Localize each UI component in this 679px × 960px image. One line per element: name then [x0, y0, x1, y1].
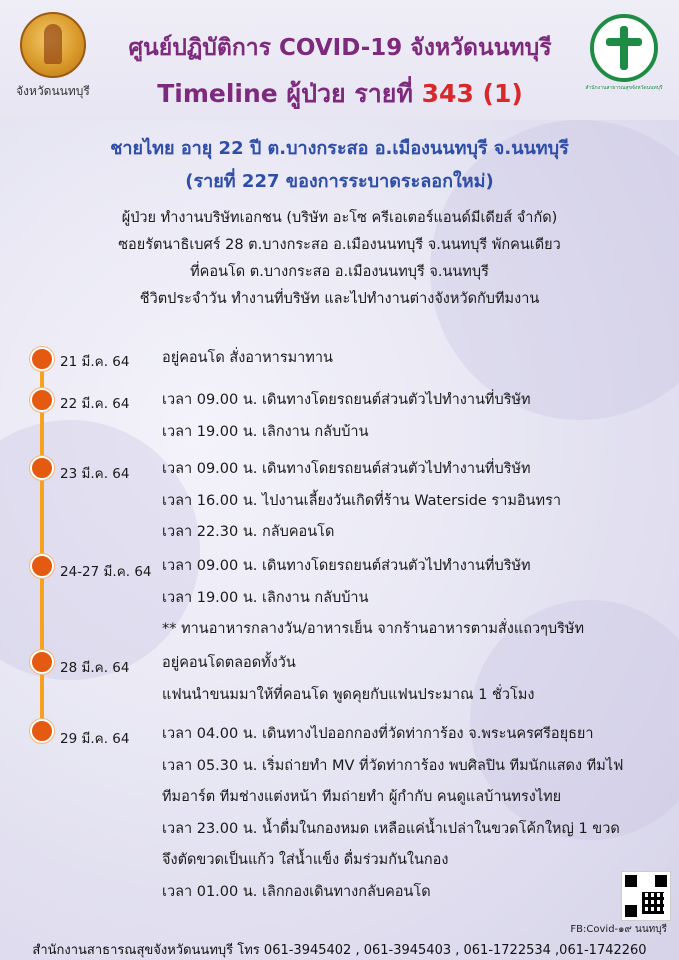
- timeline-line-text: ทีมอาร์ต ทีมช่างแต่งหน้า ทีมถ่ายทำ ผู้กำกับ คนดูแลบ้านทรงไทย: [162, 789, 562, 805]
- timeline-line-text: เวลา 04.00 น. เดินทางไปออกกองที่วัดท่าการ้อง จ.พระนครศรีอยุธยา: [162, 726, 594, 742]
- case-number: 343 (1): [421, 79, 523, 108]
- timeline-line-text: อยู่คอนโด สั่งอาหารมาทาน: [162, 350, 333, 366]
- timeline-entry: [162, 454, 561, 549]
- timeline-line-text: เวลา 16.00 น. ไปงานเลี้ยงวันเกิดที่ร้าน Waterside รามอินทรา: [162, 492, 562, 509]
- province-logo: [14, 12, 92, 108]
- timeline-line-text: เวลา 01.00 น. เลิกกองเดินทางกลับคอนโด: [162, 883, 431, 900]
- timeline-line-text: เวลา 23.00 น. น้ำดื่มในกองหมด เหลือแค่น้ำเปล่าในขวดโค้กใหญ่ 1 ขวด: [162, 820, 620, 837]
- patient-summary: ชายไทย อายุ 22 ปี ต.บางกระสอ อ.เมืองนนทบุรี จ.นนทบุรี: [110, 138, 569, 159]
- timeline-date: 28 มี.ค. 64: [60, 660, 130, 676]
- public-health-logo: [581, 14, 667, 106]
- timeline-dot: [30, 719, 54, 743]
- timeline-line-text: เวลา 09.00 น. เดินทางโดยรถยนต์ส่วนตัวไปทำงานที่บริษัท: [162, 461, 531, 477]
- wave-note: (รายที่ 227 ของการระบาดระลอกใหม่): [185, 171, 494, 192]
- timeline-entry: [162, 719, 623, 908]
- timeline-entry: [162, 385, 531, 448]
- public-health-logo-caption: สำนักงานสาธารณสุขจังหวัดนนทบุรี: [585, 85, 663, 91]
- timeline-date: 22 มี.ค. 64: [60, 396, 130, 412]
- timeline-line-text: เวลา 05.30 น. เริ่มถ่ายทำ MV ที่วัดท่าการ้อง พบศิลปิน ทีมนักแสดง ทีมไฟ: [162, 757, 624, 774]
- timeline-dot: [30, 650, 54, 674]
- public-health-seal-icon: [590, 14, 658, 82]
- timeline-line-text: เวลา 19.00 น. เลิกงาน กลับบ้าน: [162, 589, 369, 606]
- timeline-line-text: จึงตัดขวดเป็นแก้ว ใส่น้ำแข็ง ดื่มร่วมกันในกอง: [162, 852, 449, 868]
- page-title: ศูนย์ปฏิบัติการ COVID-19 จังหวัดนนทบุรี: [128, 35, 552, 61]
- detail-line: ซอยรัตนาธิเบศร์ 28 ต.บางกระสอ อ.เมืองนนทบุรี จ.นนทบุรี พักคนเดียว: [118, 237, 561, 253]
- province-logo-caption: จังหวัดนนทบุรี: [16, 84, 90, 98]
- timeline-line-text: ** ทานอาหารกลางวัน/อาหารเย็น จากร้านอาหารตามสั่งแถวๆบริษัท: [162, 621, 585, 637]
- facebook-label: FB:Covid-๑๙ นนทบุรี: [570, 924, 667, 935]
- timeline-entry: [162, 551, 584, 646]
- detail-line: ที่คอนโด ต.บางกระสอ อ.เมืองนนทบุรี จ.นนทบุรี: [190, 264, 489, 280]
- qr-code: [621, 871, 671, 921]
- timeline-entry: [162, 648, 534, 711]
- timeline-dot: [30, 456, 54, 480]
- province-seal-icon: [20, 12, 86, 78]
- timeline-entry: [162, 343, 333, 375]
- timeline-line-text: เวลา 22.30 น. กลับคอนโด: [162, 524, 335, 540]
- timeline-dot: [30, 554, 54, 578]
- timeline-date: 24-27 มี.ค. 64: [60, 564, 152, 580]
- timeline-line: [40, 358, 44, 738]
- timeline-line-text: แฟนนำขนมมาให้ที่คอนโด พูดคุยกับแฟนประมาณ 1 ชั่วโมง: [162, 686, 535, 703]
- page-subtitle: [100, 74, 580, 114]
- detail-line: ชีวิตประจำวัน ทำงานที่บริษัท และไปทำงานต่างจังหวัดกับทีมงาน: [139, 291, 540, 307]
- patient-details: [0, 205, 679, 313]
- timeline-dot: [30, 388, 54, 412]
- timeline-date: 21 มี.ค. 64: [60, 354, 130, 370]
- detail-line: ผู้ป่วย ทำงานบริษัทเอกชน (บริษัท อะโซ ครีเอเตอร์แอนด์มีเดียส์ จำกัด): [121, 210, 558, 226]
- timeline-date: 23 มี.ค. 64: [60, 466, 130, 482]
- footer-contact: สำนักงานสาธารณสุขจังหวัดนนทบุรี โทร 061-3945402 , 061-3945403 , 061-1722534 ,061-1742260: [32, 943, 647, 958]
- timeline-dot: [30, 347, 54, 371]
- timeline-line-text: เวลา 19.00 น. เลิกงาน กลับบ้าน: [162, 423, 369, 440]
- subtitle-prefix: Timeline ผู้ป่วย รายที่: [157, 79, 413, 108]
- timeline-line-text: เวลา 09.00 น. เดินทางโดยรถยนต์ส่วนตัวไปทำงานที่บริษัท: [162, 392, 531, 408]
- timeline-line-text: เวลา 09.00 น. เดินทางโดยรถยนต์ส่วนตัวไปทำงานที่บริษัท: [162, 558, 531, 574]
- timeline-date: 29 มี.ค. 64: [60, 731, 130, 747]
- timeline-line-text: อยู่คอนโดตลอดทั้งวัน: [162, 655, 296, 671]
